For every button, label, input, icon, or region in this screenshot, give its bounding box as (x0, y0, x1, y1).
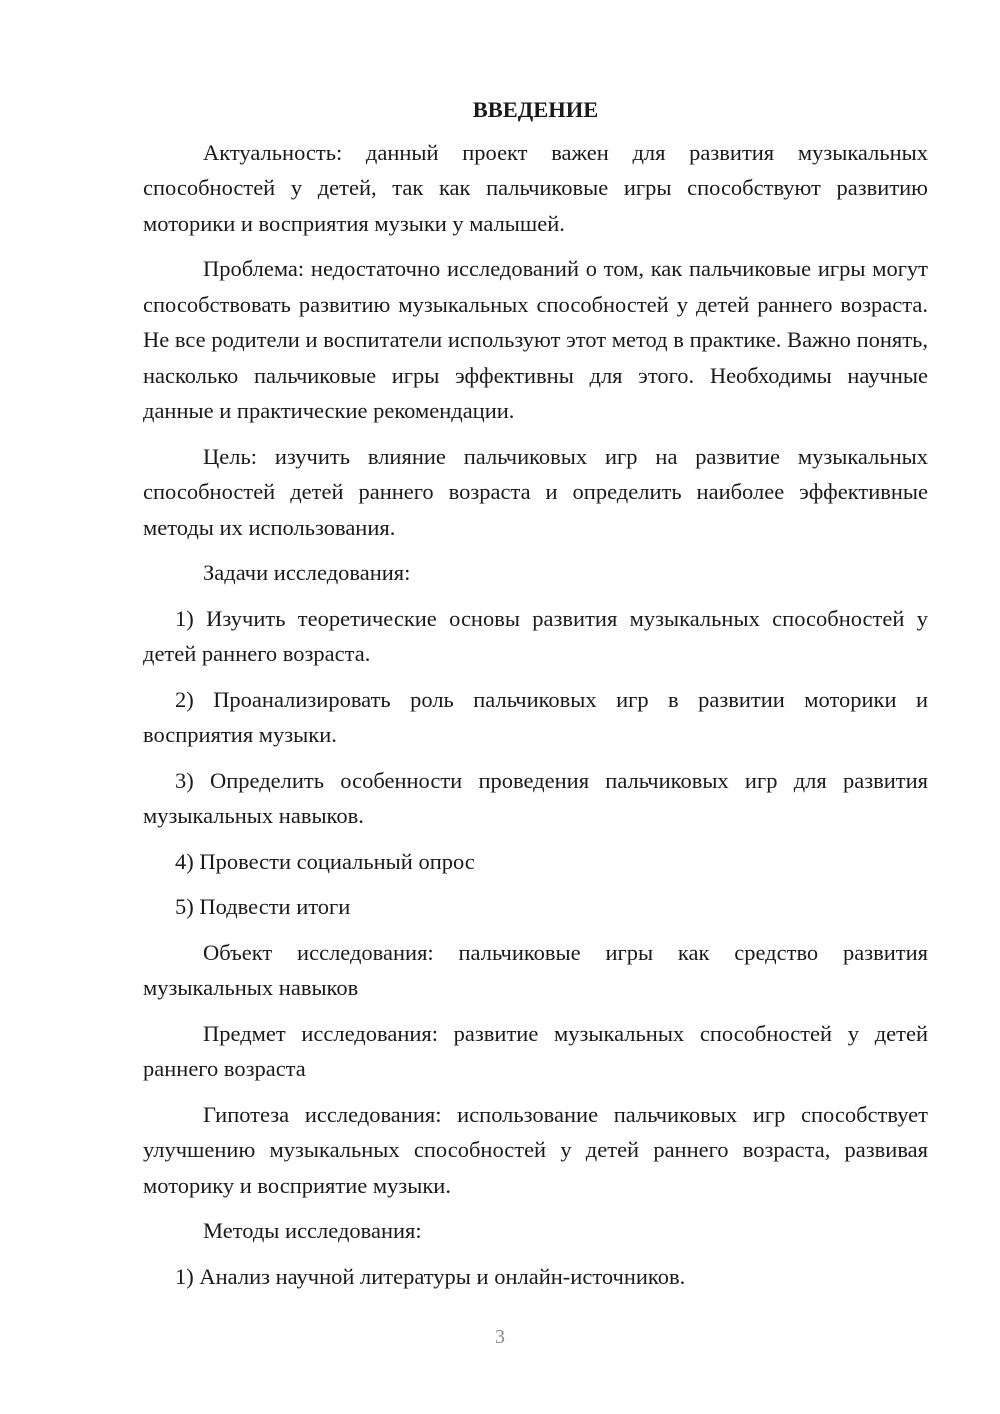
task-item: 4) Провести социальный опрос (175, 848, 475, 874)
task-item: 2) Проанализировать роль пальчиковых игр в развитии моторики и восприятия музыки. (143, 686, 928, 747)
object-paragraph: Объект исследования: пальчиковые игры как средство развития музыкальных навыков (143, 939, 928, 1000)
problem-paragraph: Проблема: недостаточно исследований о том, как пальчиковые игры могут способствовать развитию музыкальных способностей у детей раннего возраста. Не все родители и воспитатели используют этот метод в практике. Важно понять, насколько пальчиковые игры эффективны для этого. Необходимы научные данные и практические рекомендации. (143, 256, 928, 423)
tasks-heading: Задачи исследования: (203, 560, 411, 585)
task-item: 5) Подвести итоги (175, 894, 351, 919)
document-page (143, 92, 928, 1304)
task-item: 1) Изучить теоретические основы развития музыкальных способностей у детей раннего возраста. (143, 605, 928, 666)
relevance-paragraph: Актуальность: данный проект важен для развития музыкальных способностей у детей, так как пальчиковые игры способствуют развитию моторики и восприятия музыки у малышей. (143, 139, 928, 236)
subject-paragraph: Предмет исследования: развитие музыкальных способностей у детей раннего возраста (143, 1020, 928, 1081)
section-title: ВВЕДЕНИЕ (472, 97, 599, 122)
methods-heading: Методы исследования: (203, 1218, 422, 1243)
task-item: 3) Определить особенности проведения пальчиковых игр для развития музыкальных навыков. (143, 767, 928, 828)
hypothesis-paragraph: Гипотеза исследования: использование пальчиковых игр способствует улучшению музыкальных способностей у детей раннего возраста, развивая моторику и восприятие музыки. (143, 1101, 928, 1198)
method-item: 1) Анализ научной литературы и онлайн-источников. (175, 1263, 686, 1289)
goal-paragraph: Цель: изучить влияние пальчиковых игр на развитие музыкальных способностей детей раннего возраста и определить наиболее эффективные методы их использования. (143, 443, 928, 540)
page-number: 3 (495, 1326, 505, 1348)
